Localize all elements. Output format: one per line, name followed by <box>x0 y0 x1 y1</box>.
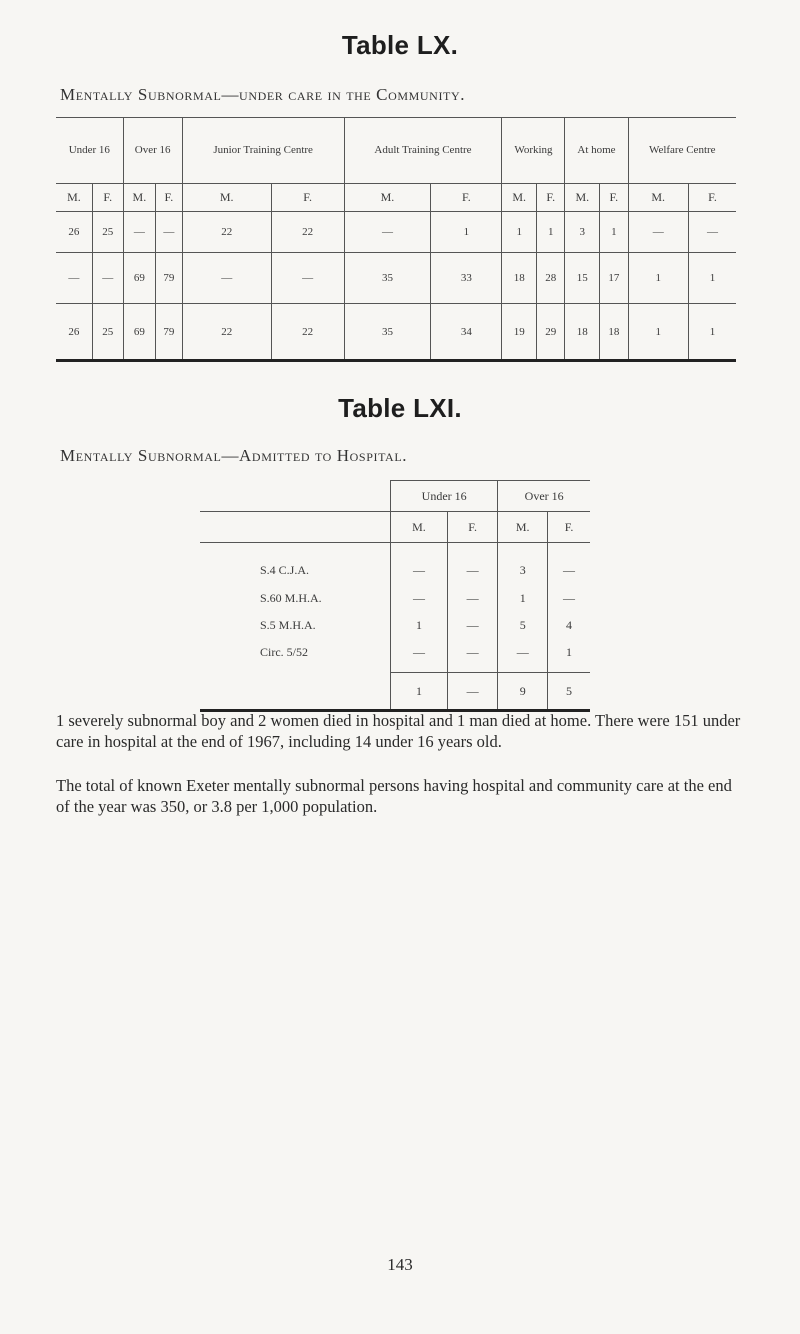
table-cell: 1 <box>431 212 502 253</box>
page-number: 143 <box>387 1255 413 1274</box>
total-cell: 18 <box>565 304 600 361</box>
table-lxi <box>200 480 590 712</box>
sub-header: F. <box>92 184 123 212</box>
table-lx <box>56 117 736 362</box>
table-lx-sub-header-row <box>56 184 736 212</box>
group-header: At home <box>565 118 628 184</box>
table-cell: — <box>182 253 271 304</box>
sub-header: M. <box>182 184 271 212</box>
table-total-row <box>200 673 590 711</box>
sub-header: M. <box>344 184 431 212</box>
total-cell: 35 <box>344 304 431 361</box>
table-row <box>200 543 590 586</box>
table-cell: — <box>447 585 497 612</box>
group-header: Under 16 <box>391 481 498 512</box>
total-cell: 79 <box>156 304 183 361</box>
group-header: Working <box>502 118 565 184</box>
total-cell: 5 <box>548 673 590 711</box>
table-row <box>200 612 590 639</box>
sub-header: M. <box>56 184 92 212</box>
table-cell: 25 <box>92 212 123 253</box>
table-cell: 1 <box>600 212 628 253</box>
total-label-cell <box>200 673 391 711</box>
table-cell: — <box>56 253 92 304</box>
table-cell: 69 <box>123 253 155 304</box>
total-cell: — <box>447 673 497 711</box>
table-row <box>200 639 590 673</box>
table-row <box>200 585 590 612</box>
table-cell: 17 <box>600 253 628 304</box>
table-lx-title: Table LX. <box>341 30 459 60</box>
total-cell: 69 <box>123 304 155 361</box>
sub-header: M. <box>391 512 448 543</box>
table-cell: 35 <box>344 253 431 304</box>
total-cell: 34 <box>431 304 502 361</box>
total-cell: 1 <box>688 304 736 361</box>
row-label: S.4 C.J.A. <box>200 543 391 586</box>
sub-header: M. <box>123 184 155 212</box>
table-cell: 4 <box>566 618 573 632</box>
sub-header: M. <box>628 184 688 212</box>
table-row <box>56 212 736 253</box>
sub-header: M. <box>498 512 548 543</box>
table-cell: — <box>628 212 688 253</box>
sub-header: F. <box>156 184 183 212</box>
total-cell: 9 <box>498 673 548 711</box>
row-label: S.60 M.H.A. <box>200 585 391 612</box>
total-cell: 1 <box>391 673 448 711</box>
paragraph: The total of known Exeter mentally subnormal persons having hospital and community care at the end of the year was 350, or 3.8 per 1,000 population. <box>56 776 732 816</box>
table-cell: 33 <box>431 253 502 304</box>
table-cell: — <box>271 253 344 304</box>
total-cell: 18 <box>600 304 628 361</box>
sub-header: F. <box>548 512 590 543</box>
table-cell: 22 <box>271 212 344 253</box>
table-cell: 15 <box>565 253 600 304</box>
table-cell: — <box>92 253 123 304</box>
paragraph: 1 severely subnormal boy and 2 women died in hospital and 1 man died at home. There were 151 under care in hospital at the end of 1967, including 14 under 16 years old. <box>56 711 741 751</box>
group-header: Over 16 <box>498 481 590 512</box>
table-cell: — <box>123 212 155 253</box>
table-lxi-group-header-row <box>200 481 590 512</box>
table-cell: 1 <box>502 212 537 253</box>
table-cell: — <box>391 585 448 612</box>
table-cell: — <box>447 612 497 639</box>
table-lxi-sub-header-row <box>200 512 590 543</box>
total-cell: 29 <box>537 304 565 361</box>
sub-header: M. <box>502 184 537 212</box>
total-cell: 22 <box>271 304 344 361</box>
table-cell: — <box>344 212 431 253</box>
sub-header: F. <box>688 184 736 212</box>
table-cell: 79 <box>156 253 183 304</box>
sub-header: F. <box>537 184 565 212</box>
table-cell: 1 <box>537 212 565 253</box>
table-lxi-title: Table LXI. <box>338 393 462 423</box>
corner-cell <box>200 481 391 512</box>
table-cell: 28 <box>537 253 565 304</box>
corner-cell <box>200 512 391 543</box>
table-cell: 1 <box>688 253 736 304</box>
group-header: Over 16 <box>123 118 182 184</box>
table-lxi-subtitle: Mentally Subnormal—Admitted to Hospital. <box>60 446 408 465</box>
table-cell: — <box>563 591 576 605</box>
table-lx-group-header-row <box>56 118 736 184</box>
row-label: Circ. 5/52 <box>200 639 391 673</box>
table-cell: — <box>391 543 448 586</box>
table-cell: — <box>498 639 548 673</box>
total-cell: 26 <box>56 304 92 361</box>
sub-header: F. <box>447 512 497 543</box>
row-label: S.5 M.H.A. <box>200 612 391 639</box>
table-cell: 3 <box>565 212 600 253</box>
table-cell: 1 <box>566 645 573 659</box>
table-cell: 22 <box>182 212 271 253</box>
table-total-row <box>56 304 736 361</box>
table-cell: 1 <box>391 612 448 639</box>
group-header: Adult Training Centre <box>344 118 502 184</box>
group-header: Junior Training Centre <box>182 118 344 184</box>
table-cell: 5 <box>498 612 548 639</box>
total-cell: 22 <box>182 304 271 361</box>
table-cell: — <box>391 639 448 673</box>
table-cell: — <box>563 562 576 577</box>
sub-header: F. <box>271 184 344 212</box>
sub-header: M. <box>565 184 600 212</box>
table-cell: — <box>156 212 183 253</box>
table-cell: 1 <box>498 585 548 612</box>
table-cell: — <box>447 543 497 586</box>
table-cell: — <box>447 639 497 673</box>
group-header: Under 16 <box>56 118 123 184</box>
table-lx-subtitle: Mentally Subnormal—under care in the Community. <box>60 85 466 104</box>
sub-header: F. <box>600 184 628 212</box>
table-cell: 1 <box>628 253 688 304</box>
table-row <box>56 253 736 304</box>
sub-header: F. <box>431 184 502 212</box>
table-cell: — <box>688 212 736 253</box>
table-cell: 3 <box>498 543 548 586</box>
total-cell: 25 <box>92 304 123 361</box>
total-cell: 1 <box>628 304 688 361</box>
total-cell: 19 <box>502 304 537 361</box>
table-cell: 18 <box>502 253 537 304</box>
group-header: Welfare Centre <box>648 144 716 156</box>
table-cell: 26 <box>56 212 92 253</box>
